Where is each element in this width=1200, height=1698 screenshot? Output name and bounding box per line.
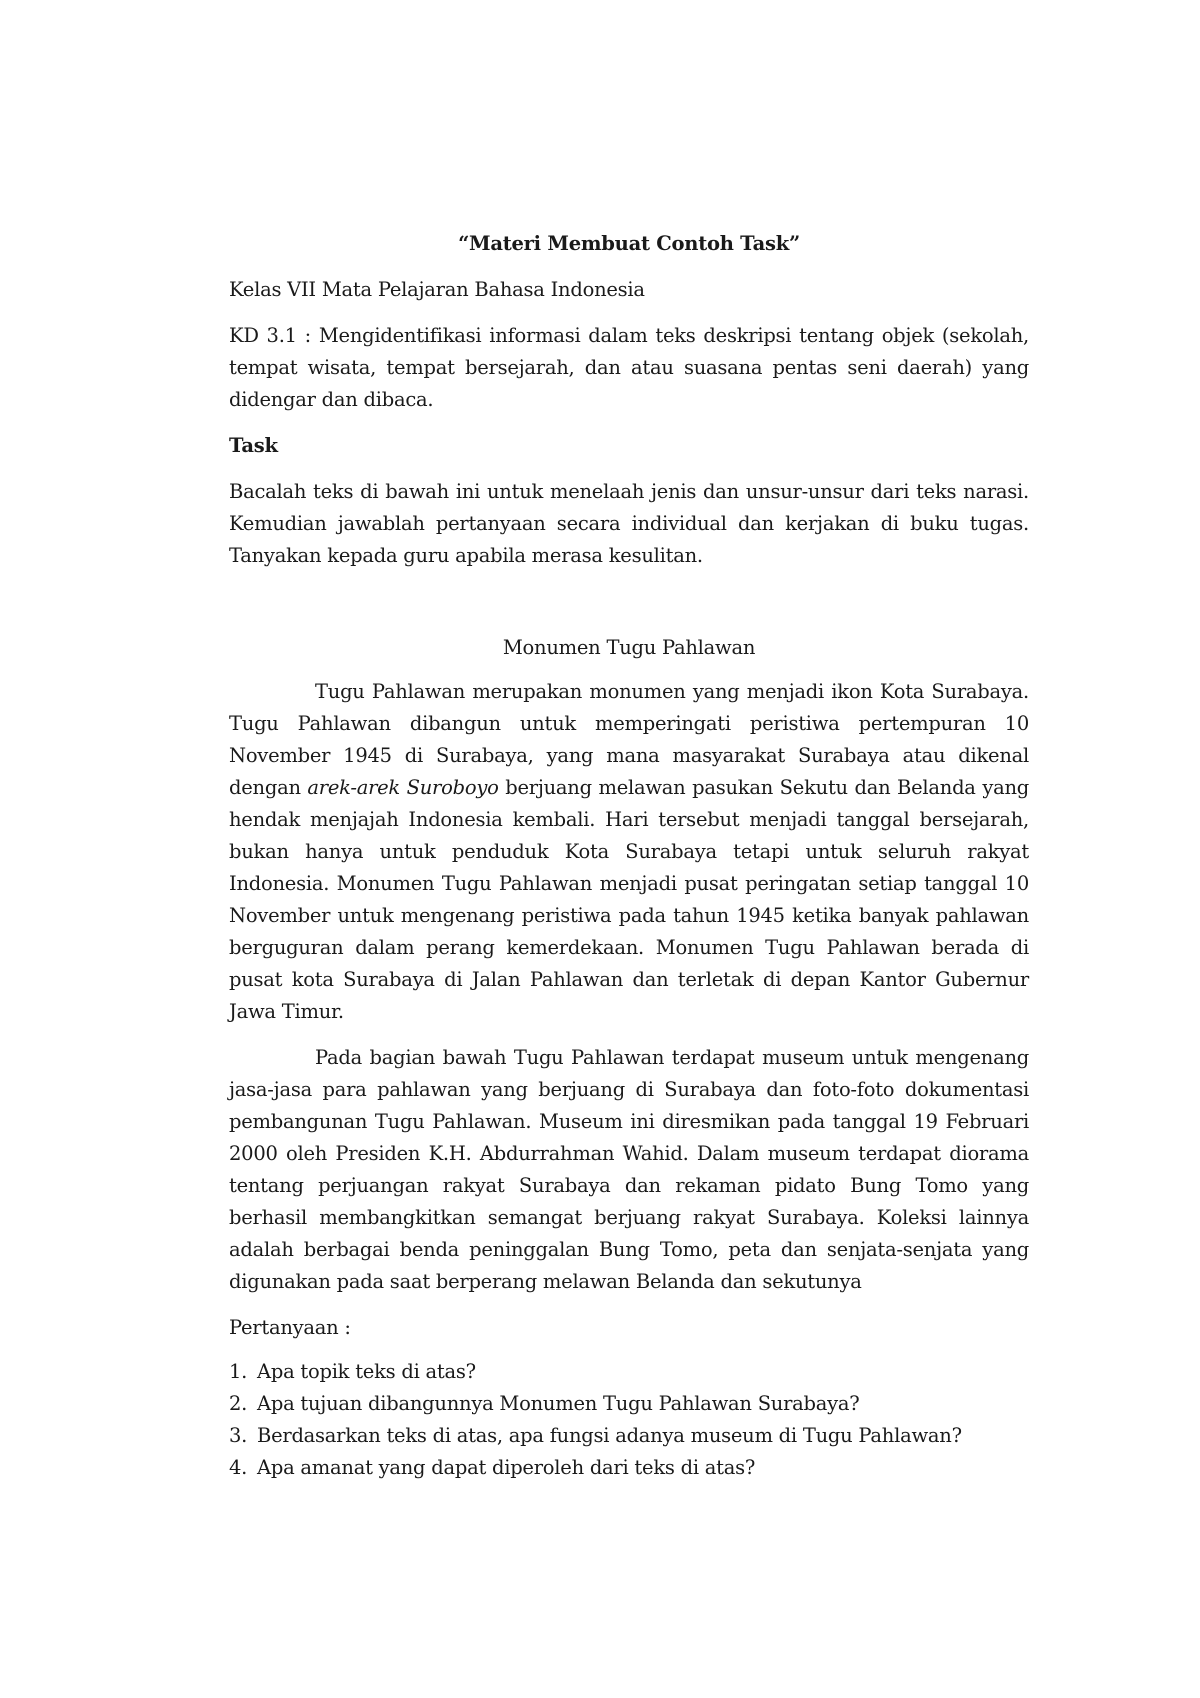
- question-text: Apa amanat yang dapat diperoleh dari teks di atas?: [257, 1456, 756, 1479]
- question-item: [229, 1388, 1029, 1420]
- subject-line: Kelas VII Mata Pelajaran Bahasa Indonesia: [229, 278, 645, 301]
- paragraph-1-italic-term: arek-arek Suroboyo: [307, 776, 499, 799]
- question-text: Apa topik teks di atas?: [257, 1360, 476, 1383]
- paragraph-1-text-end: berjuang melawan pasukan Sekutu dan Belanda yang hendak menjajah Indonesia kembali. Hari tersebut menjadi tanggal bersejarah, bukan hanya untuk penduduk Kota Surabaya tetapi untuk seluruh rakyat Indonesia. Monumen Tugu Pahlawan menjadi pusat peringatan setiap tanggal 10 November untuk mengenang peristiwa pada tahun 1945 ketika banyak pahlawan berguguran dalam perang kemerdekaan. Monumen Tugu Pahlawan berada di pusat kota Surabaya di Jalan Pahlawan dan terletak di depan Kantor Gubernur Jawa Timur.: [229, 776, 1030, 1023]
- story-paragraph-2: Pada bagian bawah Tugu Pahlawan terdapat museum untuk mengenang jasa-jasa para pahlawan yang berjuang di Surabaya dan foto-foto dokumentasi pembangunan Tugu Pahlawan. Museum ini diresmikan pada tanggal 19 Februari 2000 oleh Presiden K.H. Abdurrahman Wahid. Dalam museum terdapat diorama tentang perjuangan rakyat Surabaya dan rekaman pidato Bung Tomo yang berhasil membangkitkan semangat berjuang rakyat Surabaya. Koleksi lainnya adalah berbagai benda peninggalan Bung Tomo, peta dan senjata-senjata yang digunakan pada saat berperang melawan Belanda dan sekutunya: [229, 1046, 1029, 1293]
- story-title: Monumen Tugu Pahlawan: [502, 636, 756, 659]
- question-number: 2.: [229, 1392, 248, 1415]
- questions-heading: Pertanyaan :: [229, 1316, 351, 1339]
- task-heading: Task: [229, 434, 278, 457]
- question-text: Apa tujuan dibangunnya Monumen Tugu Pahlawan Surabaya?: [257, 1392, 860, 1415]
- question-number: 3.: [229, 1424, 248, 1447]
- kd-statement: KD 3.1 : Mengidentifikasi informasi dalam teks deskripsi tentang objek (sekolah, tempat wisata, tempat bersejarah, dan atau suasana pentas seni daerah) yang didengar dan dibaca.: [229, 324, 1029, 411]
- paragraph-1-text-start: Tugu Pahlawan merupakan monumen yang menjadi ikon Kota Surabaya. Tugu Pahlawan dibangun untuk memperingati peristiwa pertempuran 10 November 1945 di Surabaya, yang mana masyarakat Surabaya atau dikenal dengan: [229, 680, 1029, 799]
- question-text: Berdasarkan teks di atas, apa fungsi adanya museum di Tugu Pahlawan?: [257, 1424, 962, 1447]
- questions-list: [229, 1356, 1029, 1484]
- question-number: 1.: [229, 1360, 248, 1383]
- document-title: “Materi Membuat Contoh Task”: [458, 232, 800, 255]
- question-number: 4.: [229, 1456, 248, 1479]
- question-item: [229, 1356, 1029, 1388]
- question-item: [229, 1452, 1029, 1484]
- question-item: [229, 1420, 1029, 1452]
- task-instruction: Bacalah teks di bawah ini untuk menelaah jenis dan unsur-unsur dari teks narasi. Kemudian jawablah pertanyaan secara individual dan kerjakan di buku tugas. Tanyakan kepada guru apabila merasa kesulitan.: [229, 480, 1029, 567]
- story-paragraph-1: [229, 676, 1029, 1028]
- document-content: [229, 228, 1029, 1484]
